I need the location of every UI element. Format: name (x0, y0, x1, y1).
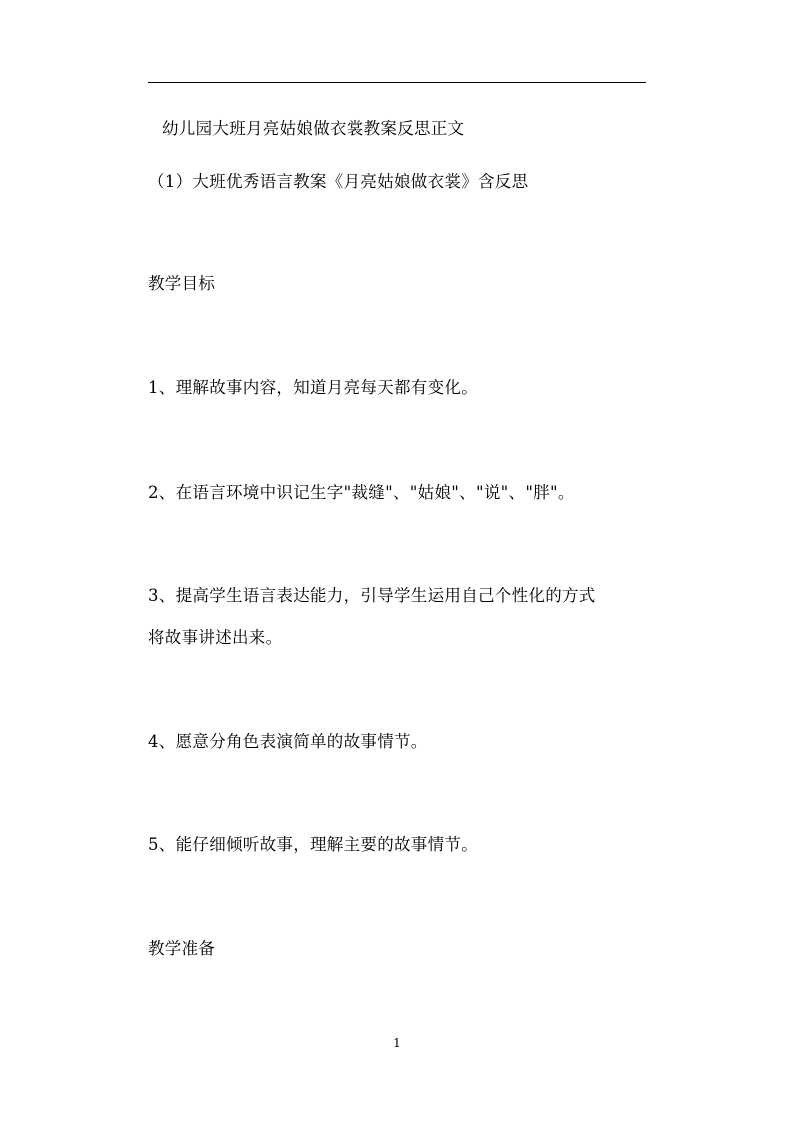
page-number: 1 (393, 1036, 401, 1050)
goal-item-3-continued: 将故事讲述出来。 (148, 628, 283, 647)
goals-heading: 教学目标 (148, 274, 216, 293)
goal-item-4: 4、愿意分角色表演简单的故事情节。 (148, 732, 428, 751)
goal-item-3: 3、提高学生语言表达能力，引导学生运用自己个性化的方式 (148, 586, 596, 605)
header-rule (148, 82, 646, 83)
document-subtitle: （1）大班优秀语言教案《月亮姑娘做衣裳》含反思 (148, 172, 529, 191)
goal-item-1: 1、理解故事内容，知道月亮每天都有变化。 (148, 378, 478, 397)
prep-heading: 教学准备 (148, 939, 216, 958)
document-title: 幼儿园大班月亮姑娘做衣裳教案反思正文 (162, 119, 465, 138)
goal-item-2: 2、在语言环境中识记生字"裁缝"、"姑娘"、"说"、"胖"。 (148, 483, 575, 502)
goal-item-5: 5、能仔细倾听故事，理解主要的故事情节。 (148, 835, 478, 854)
